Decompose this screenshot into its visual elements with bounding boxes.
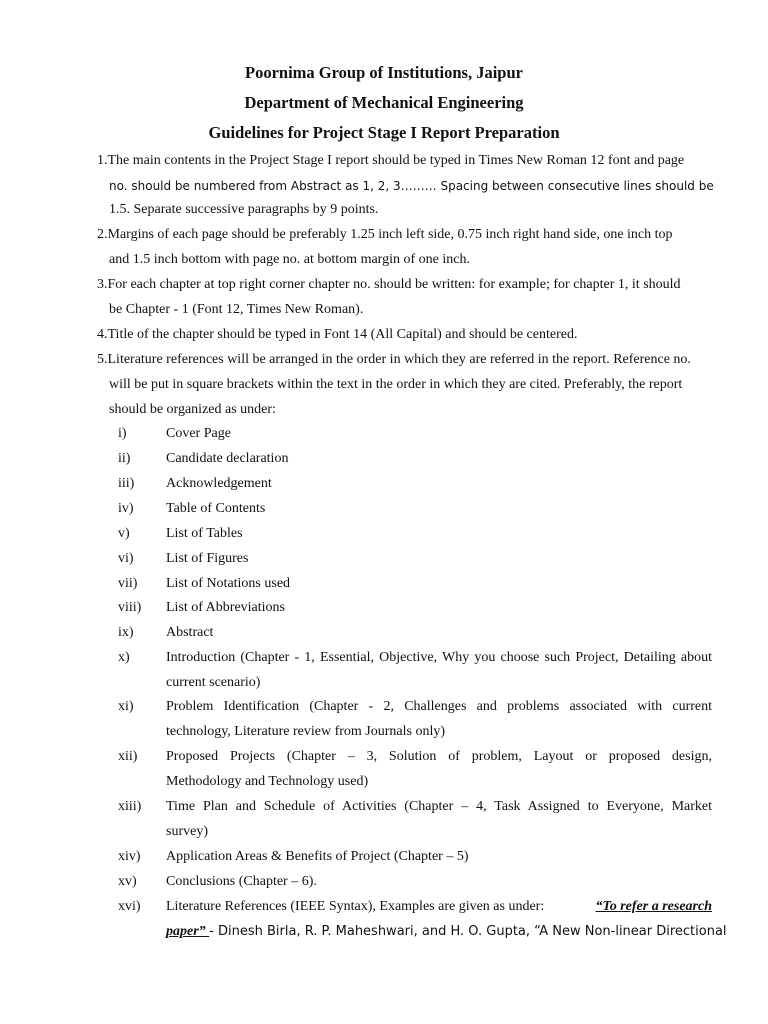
section-item-line-1: [166, 897, 712, 917]
section-item: List of Tables: [166, 526, 243, 541]
section-item: Abstract: [166, 625, 214, 640]
point-4-line-1: 4.Title of the chapter should be typed in Font 14 (All Capital) and should be centered.: [97, 327, 578, 342]
section-item-line-1: Introduction (Chapter - 1, Essential, Objective, Why you choose such Project, Detailing about: [166, 650, 712, 665]
section-number: xii): [118, 749, 138, 764]
section-number: iv): [118, 501, 134, 516]
department-heading: Department of Mechanical Engineering: [244, 93, 524, 112]
point-2-line-2: and 1.5 inch bottom with page no. at bottom margin of one inch.: [109, 252, 470, 267]
institution-heading: Poornima Group of Institutions, Jaipur: [245, 63, 523, 82]
section-number: xiv): [118, 849, 141, 864]
section-number: v): [118, 526, 130, 541]
section-item: Candidate declaration: [166, 451, 289, 466]
section-item-line-2: survey): [166, 824, 208, 839]
section-item: Cover Page: [166, 426, 231, 441]
reference-example-text: - Dinesh Birla, R. P. Maheshwari, and H. O. Gupta, “A New Non-linear Directional: [209, 924, 727, 939]
references-intro-text: Literature References (IEEE Syntax), Examples are given as under:: [166, 899, 545, 914]
section-number: xiii): [118, 799, 142, 814]
point-1-line-2: no. should be numbered from Abstract as 1, 2, 3……… Spacing between consecutive lines should be: [109, 179, 714, 193]
section-item: Table of Contents: [166, 501, 266, 516]
point-1-line-1: 1.The main contents in the Project Stage I report should be typed in Times New Roman 12 font and page: [97, 153, 685, 168]
section-item: Application Areas & Benefits of Project (Chapter – 5): [166, 849, 469, 864]
section-number: vi): [118, 551, 134, 566]
section-item-line-1: Time Plan and Schedule of Activities (Chapter – 4, Task Assigned to Everyone, Market: [166, 799, 712, 814]
point-5-line-3: should be organized as under:: [109, 402, 276, 417]
point-3-line-1: 3.For each chapter at top right corner chapter no. should be written: for example; for chapter 1, it should: [97, 277, 681, 292]
point-5-line-2: will be put in square brackets within the text in the order in which they are cited. Preferably, the report: [109, 377, 683, 392]
section-item-line-1: Problem Identification (Chapter - 2, Challenges and problems associated with current: [166, 699, 712, 714]
research-paper-emphasis-cont: paper”: [166, 924, 210, 939]
section-number: xvi): [118, 899, 141, 914]
section-number: ix): [118, 625, 134, 640]
document-title: Guidelines for Project Stage I Report Preparation: [208, 123, 560, 142]
section-number: viii): [118, 600, 142, 615]
section-number: iii): [118, 476, 135, 491]
research-paper-emphasis: “To refer a research: [595, 899, 712, 914]
point-3-line-2: be Chapter - 1 (Font 12, Times New Roman).: [109, 302, 364, 317]
section-item-line-1: Proposed Projects (Chapter – 3, Solution of problem, Layout or proposed design,: [166, 749, 712, 764]
point-1-line-3: 1.5. Separate successive paragraphs by 9 points.: [109, 202, 379, 217]
section-item-line-2: technology, Literature review from Journals only): [166, 724, 446, 739]
section-item: List of Abbreviations: [166, 600, 285, 615]
section-item: List of Figures: [166, 551, 249, 566]
point-5-line-1: 5.Literature references will be arranged in the order in which they are referred in the report. Reference no.: [97, 352, 691, 367]
section-item-line-2: [166, 922, 727, 942]
section-item: Conclusions (Chapter – 6).: [166, 874, 317, 889]
section-item: List of Notations used: [166, 576, 291, 591]
point-2-line-1: 2.Margins of each page should be preferably 1.25 inch left side, 0.75 inch right hand side, one inch top: [97, 227, 673, 242]
section-number: ii): [118, 451, 131, 466]
section-item: Acknowledgement: [166, 476, 272, 491]
section-number: x): [118, 650, 130, 665]
section-number: xv): [118, 874, 137, 889]
section-item-line-2: Methodology and Technology used): [166, 774, 369, 789]
section-number: xi): [118, 699, 134, 714]
section-item-line-2: current scenario): [166, 675, 261, 690]
section-number: i): [118, 426, 127, 441]
section-number: vii): [118, 576, 138, 591]
